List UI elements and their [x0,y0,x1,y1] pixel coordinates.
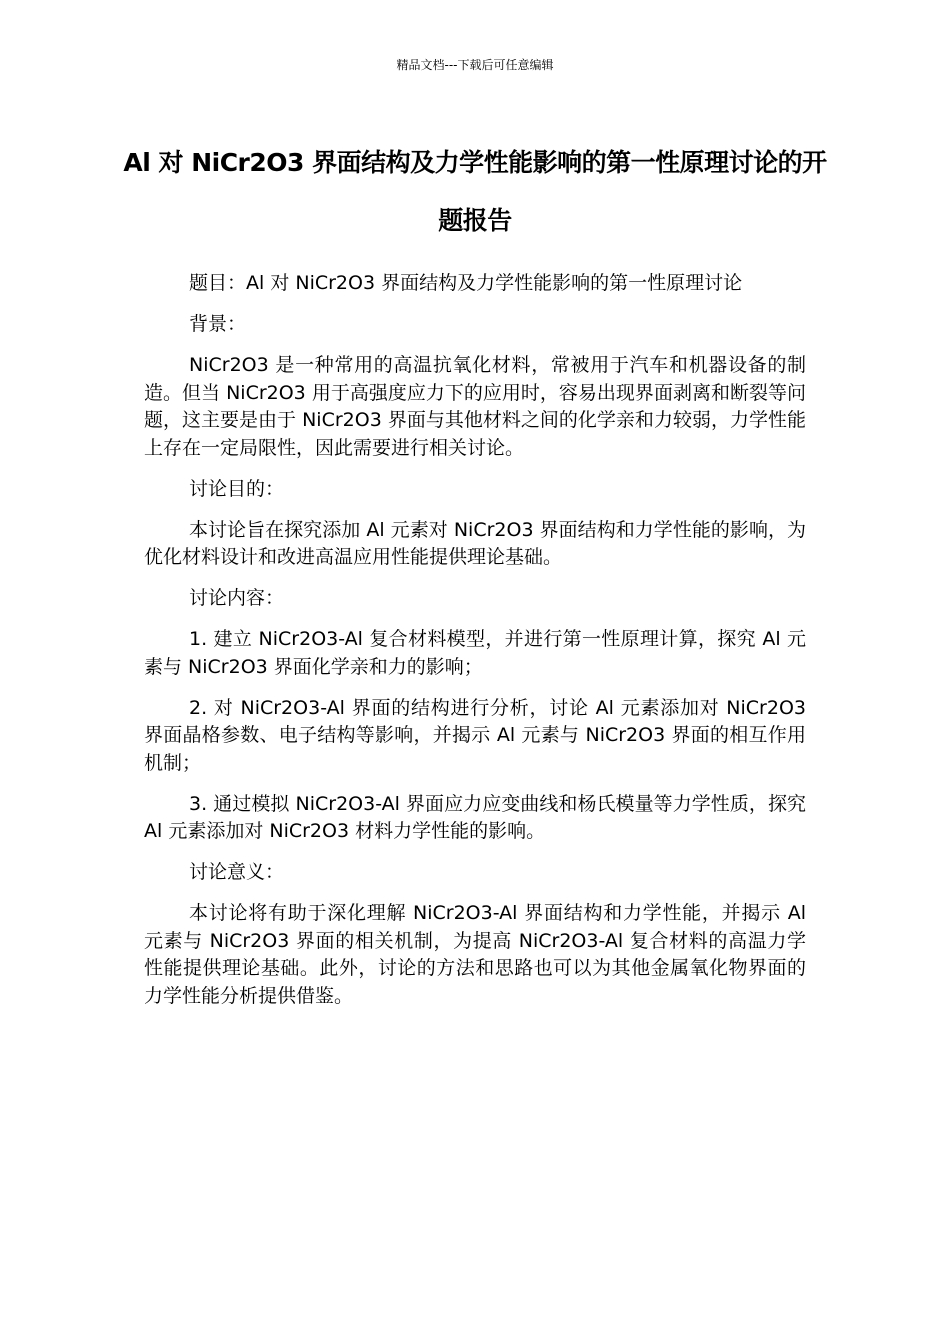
content-item-2: 2. 对 NiCr2O3-Al 界面的结构进行分析，讨论 Al 元素添加对 NiCr2O3 界面晶格参数、电子结构等影响，并揭示 Al 元素与 NiCr2O3 界面的相互作用机制； [144,696,806,774]
document-body [144,270,806,1024]
document-title: Al 对 NiCr2O3 界面结构及力学性能影响的第一性原理讨论的开题报告 [123,148,827,235]
content-item-1: 1. 建立 NiCr2O3-Al 复合材料模型，并进行第一性原理计算，探究 Al 元素与 NiCr2O3 界面化学亲和力的影响； [144,628,806,678]
topic-line: 题目：Al 对 NiCr2O3 界面结构及力学性能影响的第一性原理讨论 [189,272,743,294]
purpose-heading: 讨论目的： [189,477,285,500]
content-item-3: 3. 通过模拟 NiCr2O3-Al 界面应力应变曲线和杨氏模量等力学性质，探究 Al 元素添加对 NiCr2O3 材料力学性能的影响。 [144,792,806,842]
page-header-watermark: 精品文档---下载后可任意编辑 [396,58,554,72]
content-heading: 讨论内容： [189,587,285,609]
background-paragraph: NiCr2O3 是一种常用的高温抗氧化材料，常被用于汽车和机器设备的制造。但当 NiCr2O3 用于高强度应力下的应用时，容易出现界面剥离和断裂等问题，这主要是由于 NiCr2O3 界面与其他材料之间的化学亲和力较弱，力学性能上存在一定局限性，因此需要进行相关讨论。 [144,354,806,459]
significance-heading: 讨论意义： [189,861,285,883]
background-heading: 背景： [189,313,247,335]
purpose-paragraph: 本讨论旨在探究添加 Al 元素对 NiCr2O3 界面结构和力学性能的影响，为优化材料设计和改进高温应用性能提供理论基础。 [144,518,806,568]
significance-paragraph: 本讨论将有助于深化理解 NiCr2O3-Al 界面结构和力学性能，并揭示 Al 元素与 NiCr2O3 界面的相关机制，为提高 NiCr2O3-Al 复合材料的高温力学性能提供理论基础。此外，讨论的方法和思路也可以为其他金属氧化物界面的力学性能分析提供借鉴。 [144,902,806,1007]
